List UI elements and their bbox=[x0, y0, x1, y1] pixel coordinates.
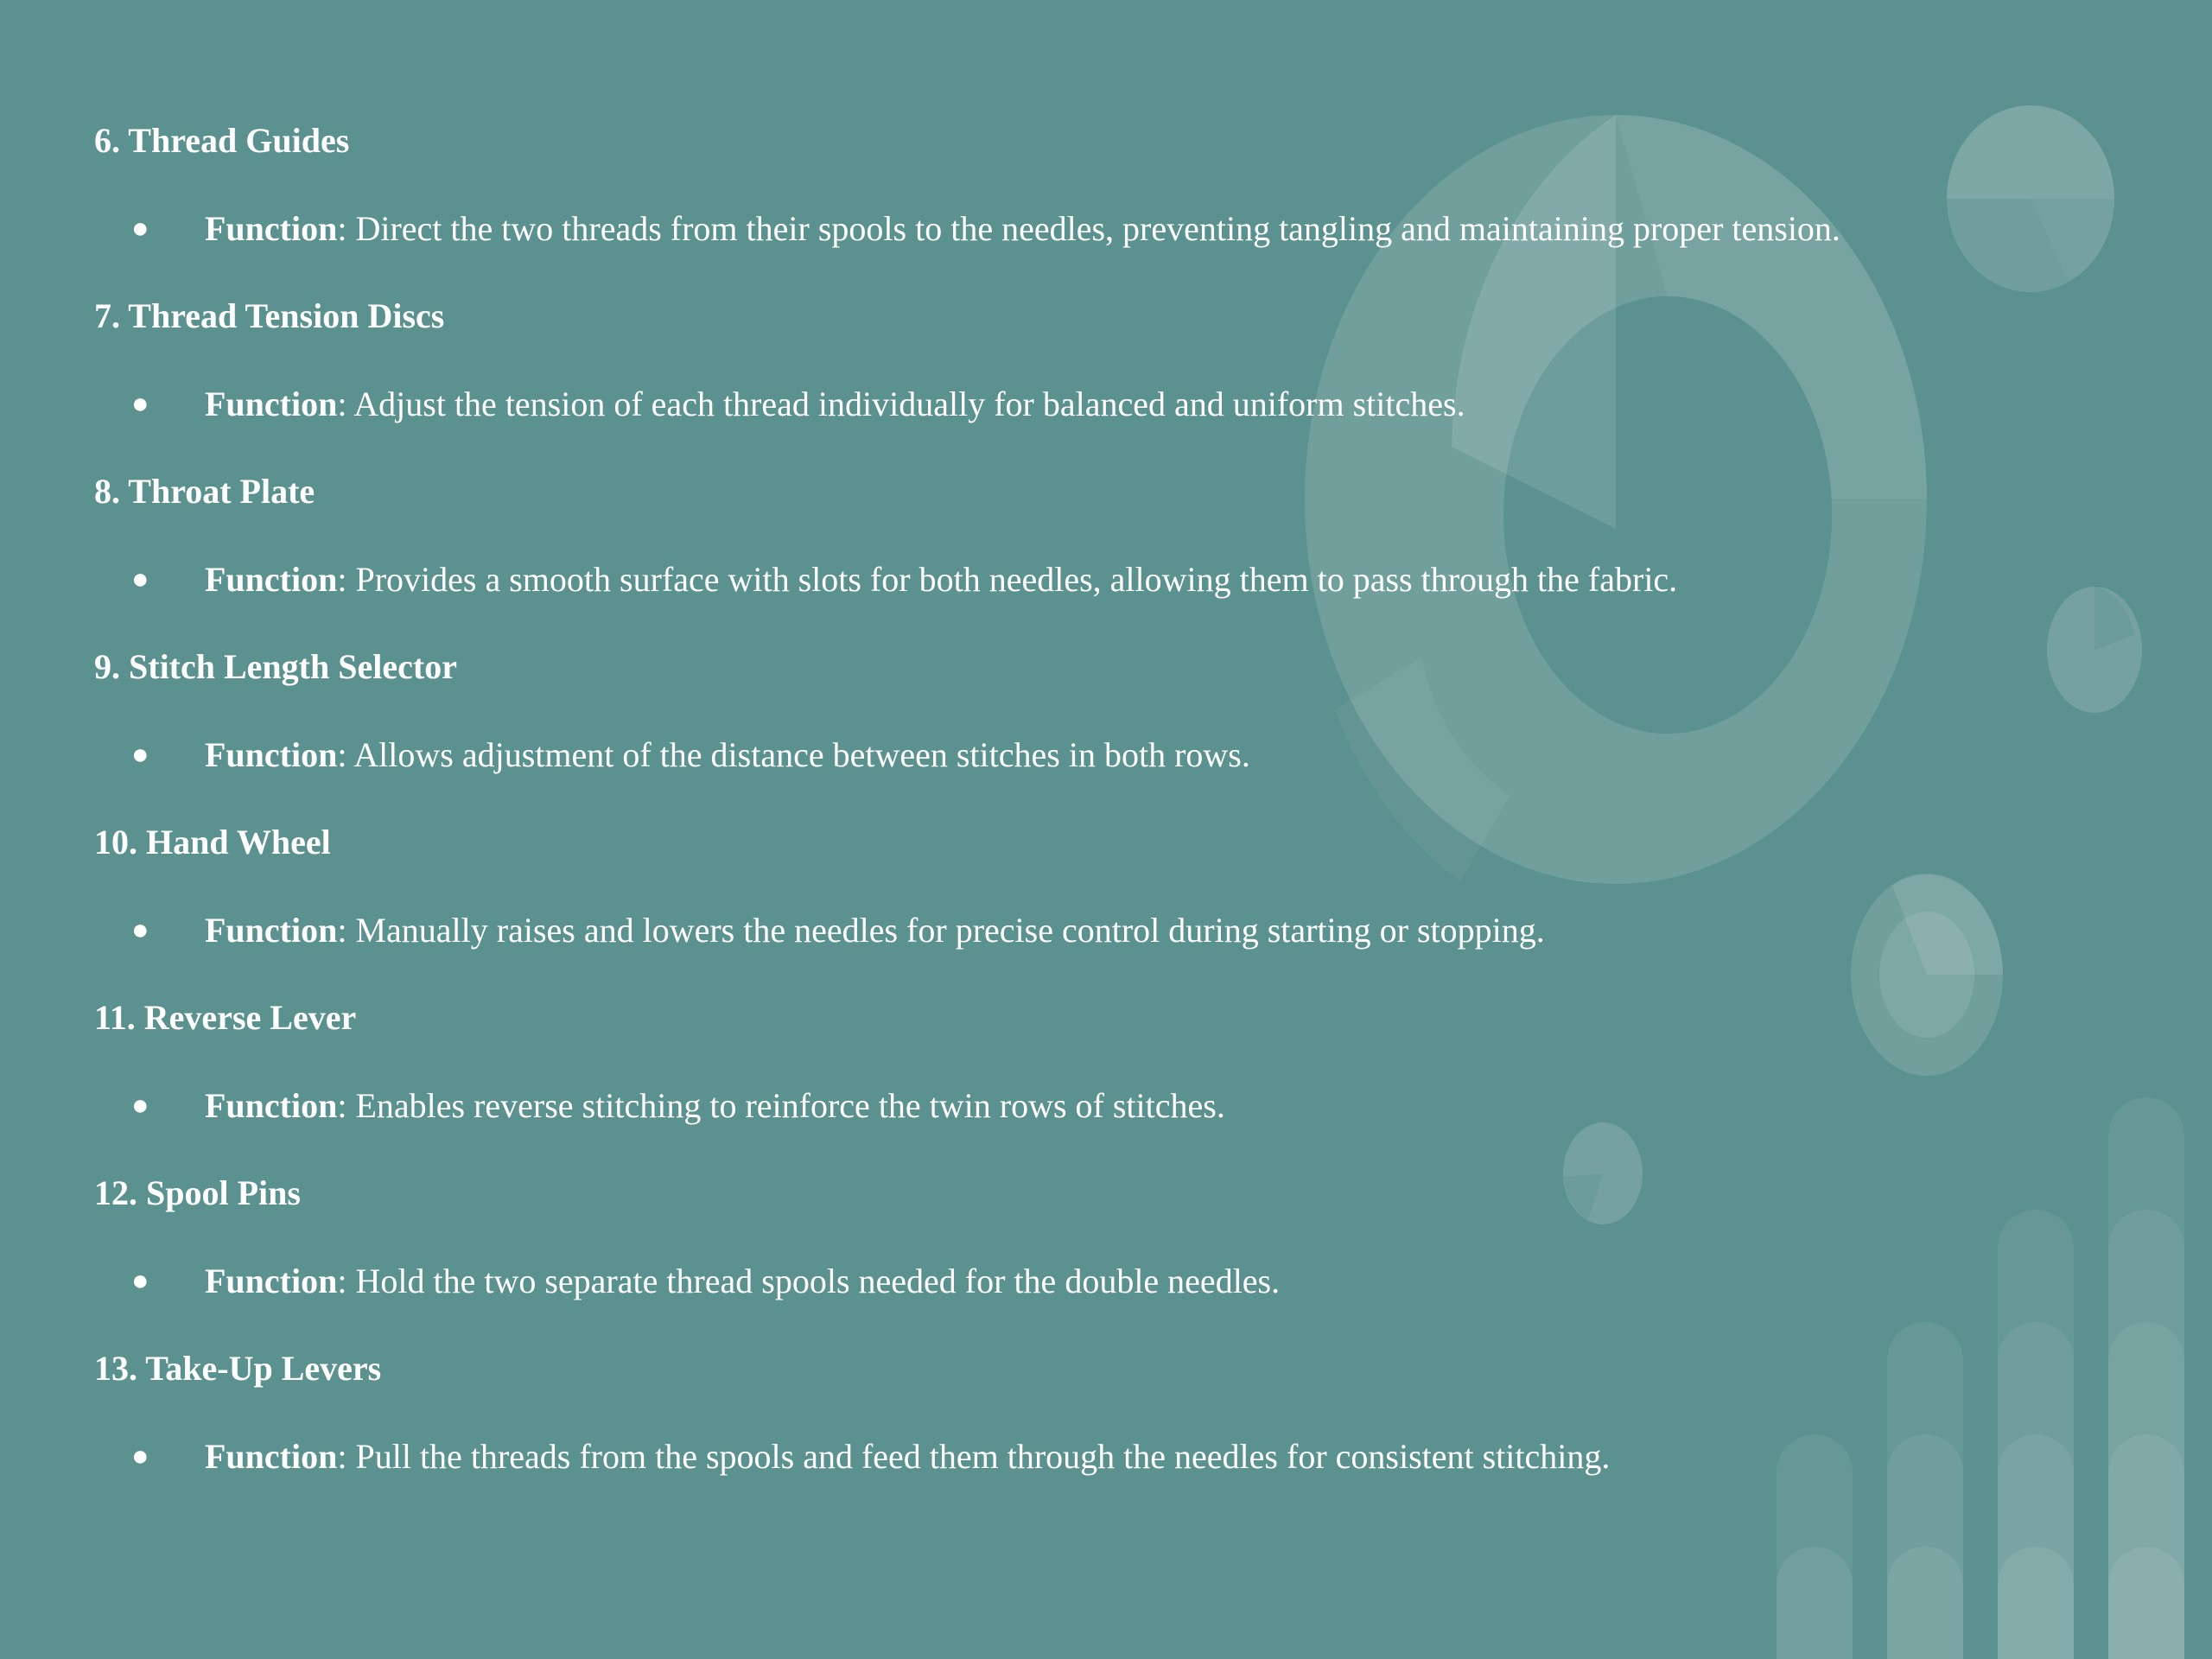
list-item bbox=[0, 734, 2212, 776]
section-heading: 6. Thread Guides bbox=[94, 121, 350, 160]
function-label: Function bbox=[205, 385, 338, 423]
bullet-icon: ● bbox=[131, 914, 149, 946]
function-description bbox=[205, 734, 1250, 776]
function-label: Function bbox=[205, 735, 338, 774]
function-description bbox=[205, 1436, 1610, 1478]
list-item bbox=[0, 208, 2212, 250]
function-text: : Hold the two separate thread spools needed for the double needles. bbox=[337, 1262, 1281, 1300]
function-description bbox=[205, 910, 1545, 951]
list-item bbox=[0, 1436, 2212, 1478]
function-text: : Adjust the tension of each thread individually for balanced and uniform stitches. bbox=[337, 385, 1465, 423]
section-heading: 8. Throat Plate bbox=[94, 472, 315, 511]
function-text: : Enables reverse stitching to reinforce the twin rows of stitches. bbox=[337, 1086, 1225, 1125]
section-heading: 10. Hand Wheel bbox=[94, 823, 331, 861]
function-description bbox=[205, 208, 1840, 250]
bullet-icon: ● bbox=[131, 1090, 149, 1122]
section-heading: 11. Reverse Lever bbox=[94, 998, 357, 1037]
function-description bbox=[205, 384, 1465, 425]
function-description bbox=[205, 1261, 1280, 1302]
list-item bbox=[0, 910, 2212, 951]
list-item bbox=[0, 559, 2212, 601]
bullet-icon: ● bbox=[131, 213, 149, 245]
function-label: Function bbox=[205, 911, 338, 950]
bullet-icon: ● bbox=[131, 739, 149, 771]
function-description bbox=[205, 1085, 1225, 1127]
bullet-icon: ● bbox=[131, 388, 149, 420]
section-heading: 9. Stitch Length Selector bbox=[94, 647, 457, 686]
bullet-icon: ● bbox=[131, 1265, 149, 1297]
bullet-icon: ● bbox=[131, 563, 149, 595]
section-heading: 7. Thread Tension Discs bbox=[94, 296, 445, 335]
function-label: Function bbox=[205, 209, 338, 248]
function-text: : Direct the two threads from their spools to the needles, preventing tangling and maintaining proper tension. bbox=[337, 209, 1840, 248]
section-heading: 12. Spool Pins bbox=[94, 1173, 301, 1212]
list-item bbox=[0, 384, 2212, 425]
list-item bbox=[0, 1261, 2212, 1302]
list-item bbox=[0, 1085, 2212, 1127]
function-label: Function bbox=[205, 560, 338, 599]
function-text: : Manually raises and lowers the needles for precise control during starting or stopping. bbox=[337, 911, 1545, 950]
function-label: Function bbox=[205, 1086, 338, 1125]
bullet-icon: ● bbox=[131, 1440, 149, 1472]
function-label: Function bbox=[205, 1262, 338, 1300]
function-text: : Provides a smooth surface with slots for both needles, allowing them to pass through the fabric. bbox=[337, 560, 1678, 599]
function-text: : Allows adjustment of the distance between stitches in both rows. bbox=[337, 735, 1250, 774]
function-label: Function bbox=[205, 1437, 338, 1476]
function-text: : Pull the threads from the spools and feed them through the needles for consistent stitching. bbox=[337, 1437, 1611, 1476]
section-heading: 13. Take-Up Levers bbox=[94, 1349, 382, 1388]
function-description bbox=[205, 559, 1677, 601]
